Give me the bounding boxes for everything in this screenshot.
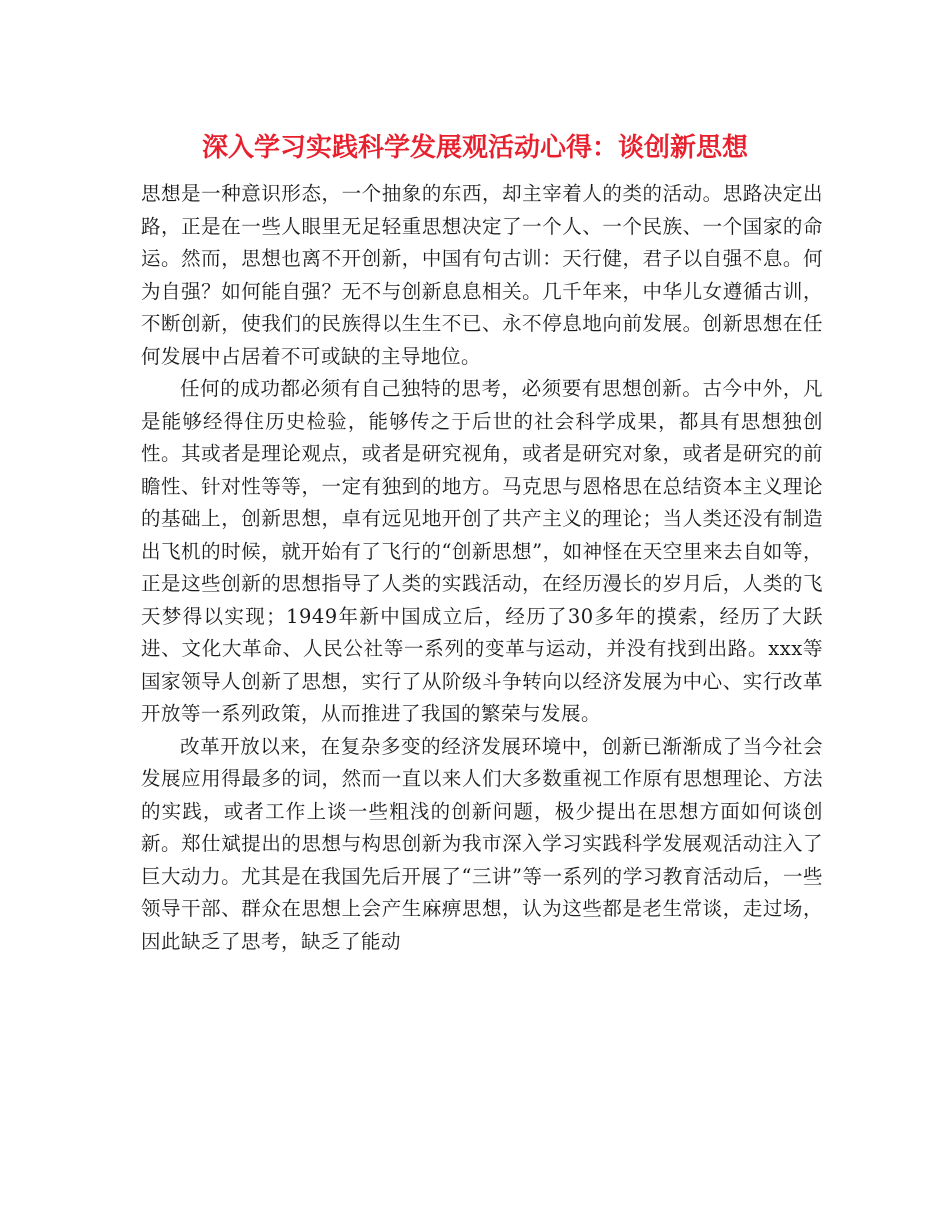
paragraph-1: 思想是一种意识形态，一个抽象的东西，却主宰着人的类的活动。思路决定出路，正是在一些人眼里无足轻重思想决定了一个人、一个民族、一个国家的命运。然而，思想也离不开创新，中国有句古训：天行健，君子以自强不息。何为自强？如何能自强？无不与创新息息相关。几千年来，中华儿女遵循古训，不断创新，使我们的民族得以生生不已、永不停息地向前发展。创新思想在任何发展中占居着不可或缺的主导地位。 (141, 182, 823, 368)
document-title: 深入学习实践科学发展观活动心得：谈创新思想 (201, 133, 748, 163)
paragraph-3: 改革开放以来，在复杂多变的经济发展环境中，创新已渐渐成了当今社会发展应用得最多的词，然而一直以来人们大多数重视工作原有思想理论、方法的实践，或者工作上谈一些粗浅的创新问题，极少提出在思想方面如何谈创新。郑仕斌提出的思想与构思创新为我市深入学习实践科学发展观活动注入了巨大动力。尤其是在我国先后开展了“三讲”等一系列的学习教育活动后，一些领导干部、群众在思想上会产生麻痹思想，认为这些都是老生常谈，走过场，因此缺乏了思考，缺乏了能动 (141, 734, 823, 953)
paragraph-2: 任何的成功都必须有自己独特的思考，必须要有思想创新。古今中外，凡是能够经得住历史检验，能够传之于后世的社会科学成果，都具有思想独创性。其或者是理论观点，或者是研究视角，或者是研究对象，或者是研究的前瞻性、针对性等等，一定有独到的地方。马克思与恩格思在总结资本主义理论的基础上，创新思想，卓有远见地开创了共产主义的理论；当人类还没有制造出飞机的时候，就开始有了飞行的“创新思想”，如神怪在天空里来去自如等，正是这些创新的思想指导了人类的实践活动，在经历漫长的岁月后，人类的飞天梦得以实现；1949年新中国成立后，经历了30多年的摸索，经历了大跃进、文化大革命、人民公社等一系列的变革与运动，并没有找到出路。xxx等国家领导人创新了思想，实行了从阶级斗争转向以经济发展为中心、实行改革开放等一系列政策，从而推进了我国的繁荣与发展。 (141, 377, 823, 725)
document-body (141, 178, 823, 958)
